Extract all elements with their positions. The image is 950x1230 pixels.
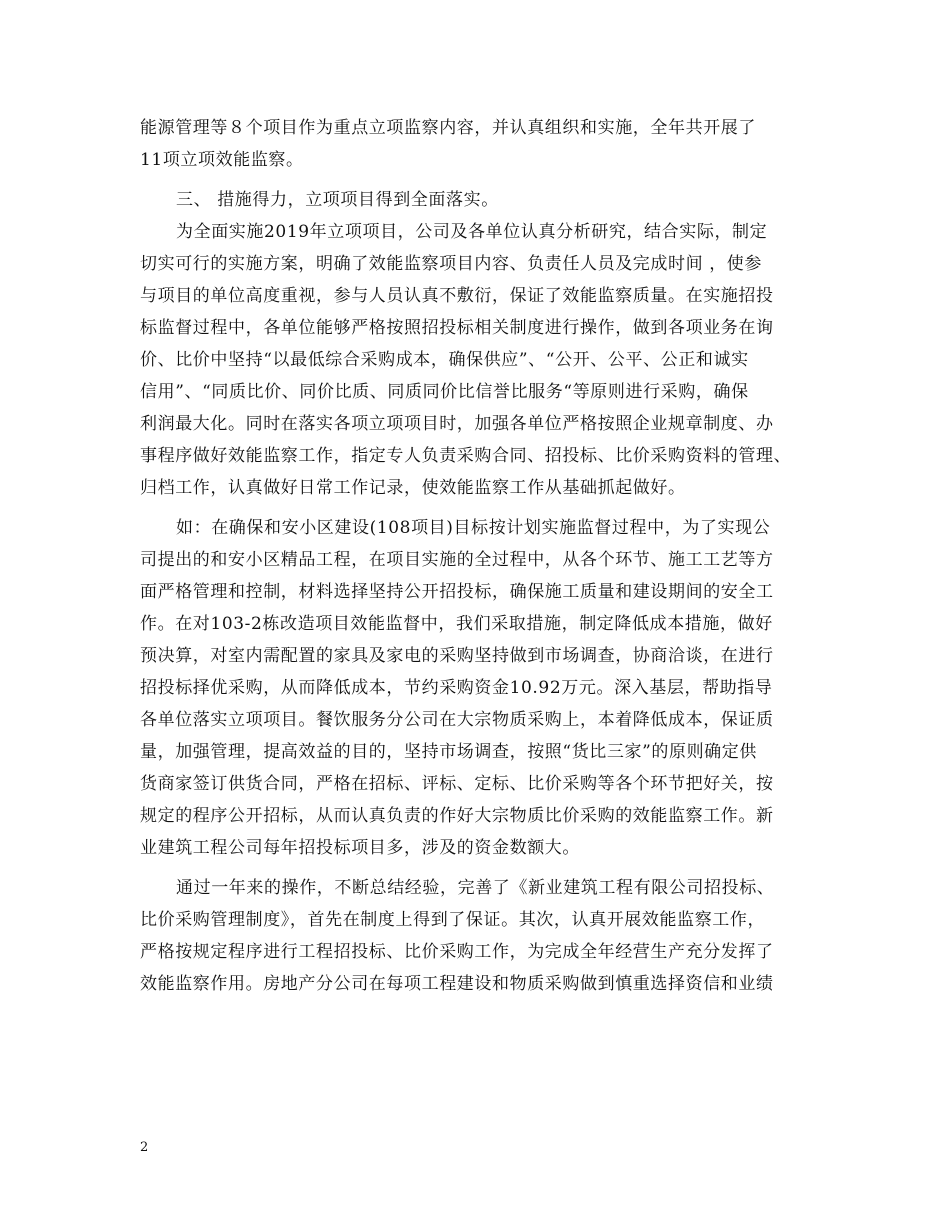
text-line: 效能监察作用。房地产分公司在每项工程建设和物质采购做到慎重选择资信和业绩 [140, 974, 774, 994]
text-line: 利润最大化。同时在落实各项立项项目时，加强各单位严格按照企业规章制度、办 [140, 414, 774, 434]
text-line: 比价采购管理制度》，首先在制度上得到了保证。其次，认真开展效能监察工作， [140, 910, 766, 930]
text-line: 量，加强管理，提高效益的目的，坚持市场调查，按照“货比三家”的原则确定供 [140, 742, 757, 762]
text-line: 规定的程序公开招标，从而认真负责的作好大宗物质比价采购的效能监察工作。新 [140, 806, 774, 826]
text-line: 司提出的和安小区精品工程，在项目实施的全过程中，从各个环节、施工工艺等方 [140, 550, 774, 570]
text-line: 作。在对103-2栋改造项目效能监督中，我们采取措施，制定降低成本措施，做好 [140, 614, 773, 634]
text-line: 事程序做好效能监察工作，指定专人负责采购合同、招投标、比价采购资料的管理、 [140, 446, 792, 466]
text-line: 切实可行的实施方案，明确了效能监察项目内容、负责任人员及完成时间 ，使参 [140, 254, 763, 274]
text-line: 与项目的单位高度重视，参与人员认真不敷衍，保证了效能监察质量。在实施招投 [140, 286, 774, 306]
text-line: 为全面实施2019年立项项目，公司及各单位认真分析研究，结合实际，制定 [176, 222, 768, 242]
text-line: 归档工作，认真做好日常工作记录，使效能监察工作从基础抓起做好。 [140, 478, 686, 498]
text-line: 各单位落实立项项目。餐饮服务分公司在大宗物质采购上，本着降低成本，保证质 [140, 710, 774, 730]
text-line: 业建筑工程公司每年招投标项目多，涉及的资金数额大。 [140, 838, 580, 858]
text-line: 面严格管理和控制，材料选择坚持公开招投标，确保施工质量和建设期间的安全工 [140, 582, 774, 602]
text-line: 通过一年来的操作，不断总结经验，完善了《新业建筑工程有限公司招投标、 [176, 878, 775, 898]
text-line: 如：在确保和安小区建设(108项目)目标按计划实施监督过程中，为了实现公 [176, 518, 771, 538]
text-line: 价、比价中坚持“以最低综合采购成本，确保供应”、“公开、公平、公正和诚实 [140, 350, 749, 370]
text-line: 能源管理等８个项目作为重点立项监察内容，并认真组织和实施，全年共开展了 [140, 118, 756, 138]
text-line: 严格按规定程序进行工程招投标、比价采购工作，为完成全年经营生产充分发挥了 [140, 942, 774, 962]
text-line: 标监督过程中，各单位能够严格按照招投标相关制度进行操作，做到各项业务在询 [140, 318, 774, 338]
text-line: 预决算，对室内需配置的家具及家电的采购坚持做到市场调查，协商洽谈，在进行 [140, 646, 774, 666]
section-heading: 三、 措施得力，立项项目得到全面落实。 [176, 190, 499, 210]
text-line: 11项立项效能监察。 [140, 150, 304, 170]
page-number: 2 [140, 1140, 149, 1155]
document-body [140, 112, 830, 1000]
text-line: 招投标择优采购，从而降低成本，节约采购资金10.92万元。深入基层，帮助指导 [140, 678, 773, 698]
text-line: 信用”、“同质比价、同价比质、同质同价比信誉比服务“等原则进行采购，确保 [140, 382, 749, 402]
text-line: 货商家签订供货合同，严格在招标、评标、定标、比价采购等各个环节把好关，按 [140, 774, 774, 794]
